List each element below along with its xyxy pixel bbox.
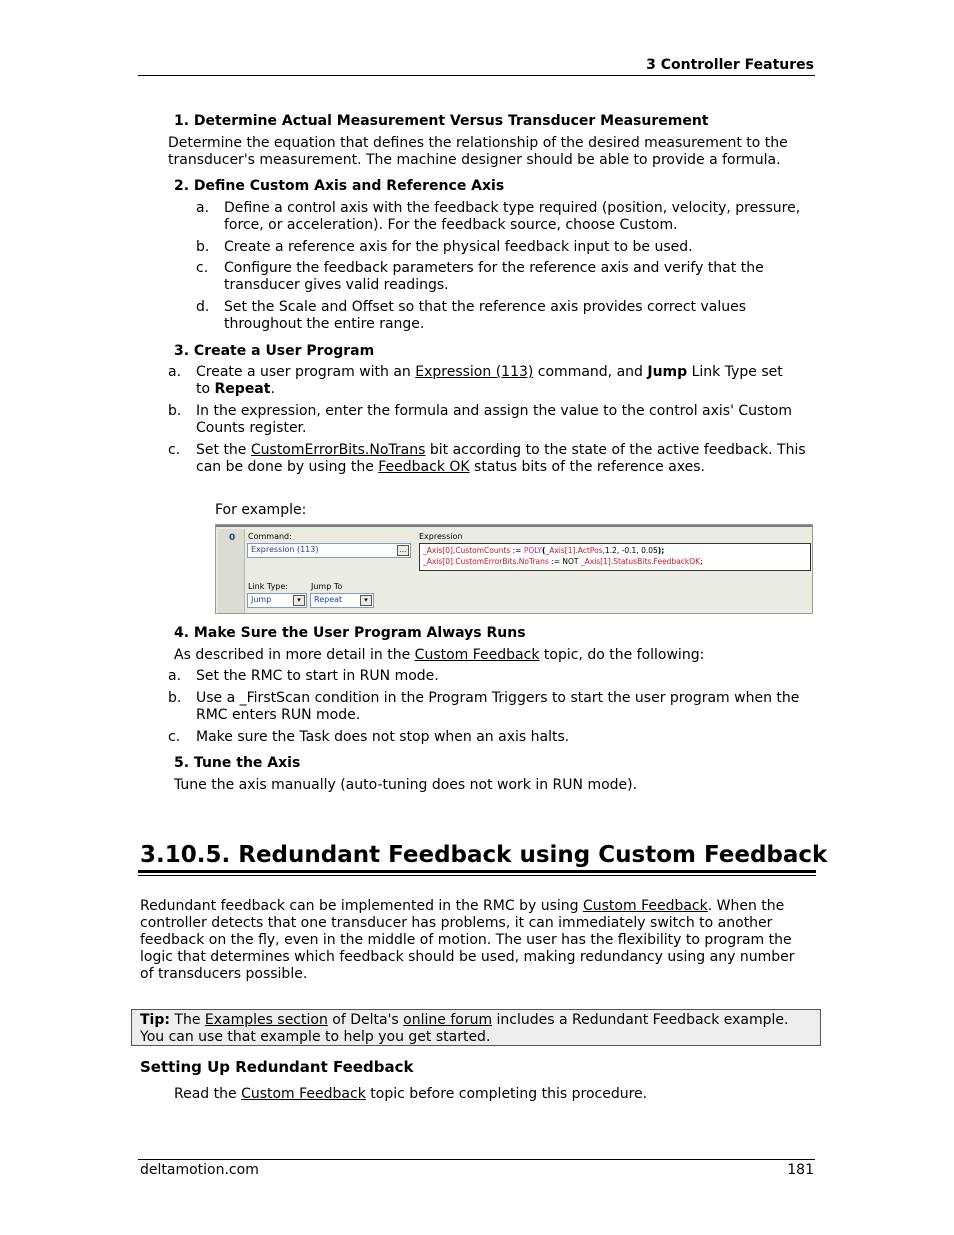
examples-section-link[interactable]: Examples section — [204, 1012, 328, 1028]
command-field[interactable] — [247, 543, 411, 558]
expr-token: ); — [657, 546, 665, 555]
bold-text: Repeat — [214, 381, 271, 397]
list-item-line: Set the Scale and Offset so that the reference axis provides correct values — [224, 299, 747, 315]
command-value: Expression (113) — [251, 545, 319, 554]
list-marker: a. — [196, 200, 210, 216]
expression-line-2 — [423, 556, 807, 567]
text-run: Create a user program with an — [196, 364, 416, 380]
text-run: The — [169, 1012, 205, 1028]
list-marker: a. — [168, 364, 182, 380]
text-run: topic before completing this procedure. — [365, 1086, 648, 1102]
custom-feedback-link[interactable]: Custom Feedback — [414, 647, 540, 663]
user-program-screenshot — [215, 524, 813, 614]
link-type-label: Link Type: — [248, 582, 288, 591]
list-item-line: Set the RMC to start in RUN mode. — [196, 668, 439, 684]
row-number: 0 — [229, 533, 236, 543]
example-label: For example: — [215, 502, 307, 518]
text-run: command, and — [533, 364, 648, 380]
step4-heading: 4. Make Sure the User Program Always Runs — [174, 625, 526, 641]
screenshot-top-border — [216, 525, 812, 527]
list-marker: c. — [168, 442, 181, 458]
list-item-line: Define a control axis with the feedback type required (position, velocity, pressure, — [224, 200, 801, 216]
list-item-line: Create a reference axis for the physical feedback input to be used. — [224, 239, 693, 255]
expr-token: _Axis[1].StatusBits.FeedbackOK — [580, 557, 701, 566]
text-run: Link Type set — [687, 364, 783, 380]
feedback-ok-link[interactable]: Feedback OK — [378, 459, 470, 475]
custom-feedback-link[interactable]: Custom Feedback — [582, 898, 708, 914]
link-type-value: Jump — [251, 595, 272, 604]
text-run: of Delta's — [327, 1012, 404, 1028]
text-run: Redundant feedback can be implemented in the RMC by using — [140, 898, 583, 914]
list-marker: b. — [196, 239, 210, 255]
expr-token: ( — [542, 546, 546, 555]
paragraph-line: controller detects that one transducer has problems, it can immediately switch to another — [140, 915, 773, 931]
list-item-line: force, or acceleration). For the feedback source, choose Custom. — [224, 217, 678, 233]
list-marker: b. — [168, 690, 182, 706]
section-heading: 3.10.5. Redundant Feedback using Custom Feedback — [140, 842, 828, 868]
list-marker: d. — [196, 299, 210, 315]
text-run: to — [196, 381, 215, 397]
expression-label: Expression — [419, 532, 463, 541]
custom-error-bits-link[interactable]: CustomErrorBits.NoTrans — [250, 442, 426, 458]
header-rule — [138, 75, 815, 76]
online-forum-link[interactable]: online forum — [403, 1012, 493, 1028]
step2-heading: 2. Define Custom Axis and Reference Axis — [174, 178, 505, 194]
text-run: . When the — [707, 898, 785, 914]
browse-button[interactable]: ... — [397, 545, 409, 556]
step4-intro — [174, 647, 704, 664]
chevron-down-icon[interactable]: ▾ — [293, 595, 305, 606]
expression-line-1 — [423, 545, 807, 556]
text-run: includes a Redundant Feedback example. — [492, 1012, 789, 1028]
list-item-line: In the expression, enter the formula and assign the value to the control axis' Custom — [196, 403, 793, 419]
step1-line1: Determine the equation that defines the relationship of the desired measurement to the — [168, 135, 788, 151]
expr-token: POLY — [523, 546, 543, 555]
jump-to-label: Jump To — [311, 582, 343, 591]
paragraph-line: feedback on the fly, even in the middle of motion. The user has the flexibility to program the — [140, 932, 792, 948]
list-item-line: transducer gives valid readings. — [224, 277, 449, 293]
list-item-line: Make sure the Task does not stop when an axis halts. — [196, 729, 570, 745]
jump-to-value: Repeat — [314, 595, 343, 604]
step1-text — [168, 135, 788, 169]
tip-box — [131, 1009, 821, 1046]
list-item-line: Counts register. — [196, 420, 307, 436]
list-marker: b. — [168, 403, 182, 419]
expr-token: ; — [700, 557, 703, 566]
list-marker: c. — [196, 260, 209, 276]
text-run: . — [270, 381, 275, 397]
tip-label: Tip: — [140, 1012, 170, 1028]
text-run: bit according to the state of the active feedback. This — [425, 442, 806, 458]
step1-heading: 1. Determine Actual Measurement Versus Transducer Measurement — [174, 113, 709, 129]
setup-text — [174, 1086, 647, 1103]
tip-line-2: You can use that example to help you get started. — [140, 1029, 491, 1045]
text-run: As described in more detail in the — [174, 647, 415, 663]
section-rule-thick — [138, 870, 816, 873]
step5-text: Tune the axis manually (auto-tuning does not work in RUN mode). — [174, 777, 638, 793]
paragraph-line: logic that determines which feedback should be used, making redundancy using any number — [140, 949, 795, 965]
text-run: can be done by using the — [196, 459, 379, 475]
step1-line2: transducer's measurement. The machine designer should be able to provide a formula. — [168, 152, 781, 168]
command-label: Command: — [248, 532, 292, 541]
list-item-line: RMC enters RUN mode. — [196, 707, 361, 723]
text-run: Read the — [174, 1086, 242, 1102]
page-number: 181 — [787, 1162, 814, 1178]
expr-token: := NOT — [548, 557, 581, 566]
section-paragraph — [140, 898, 820, 983]
text-run: Set the — [196, 442, 251, 458]
setup-heading: Setting Up Redundant Feedback — [140, 1058, 414, 1076]
chevron-down-icon[interactable]: ▾ — [360, 595, 372, 606]
expression-field[interactable] — [419, 543, 811, 571]
list-marker: a. — [168, 668, 182, 684]
expr-token: _Axis[1].ActPos — [545, 546, 603, 555]
expr-token: ,1.2, -0.1, 0.05 — [602, 546, 658, 555]
step5-heading: 5. Tune the Axis — [174, 755, 301, 771]
custom-feedback-link[interactable]: Custom Feedback — [241, 1086, 366, 1102]
expression-link[interactable]: Expression (113) — [415, 364, 534, 380]
list-item-line: Use a _FirstScan condition in the Program Triggers to start the user program when the — [196, 690, 800, 706]
row-number-cell — [218, 529, 245, 613]
text-run: topic, do the following: — [539, 647, 705, 663]
list-item-line: Configure the feedback parameters for the reference axis and verify that the — [224, 260, 764, 276]
list-marker: c. — [168, 729, 181, 745]
footer-rule — [138, 1159, 815, 1160]
expr-token: _Axis[0].CustomErrorBits.NoTrans — [423, 557, 549, 566]
expr-token: _Axis[0].CustomCounts — [423, 546, 511, 555]
running-header-title: 3 Controller Features — [646, 57, 814, 73]
text-run: status bits of the reference axes. — [469, 459, 705, 475]
section-rule-thin — [138, 875, 816, 876]
bold-text: Jump — [647, 364, 688, 380]
list-item-line: throughout the entire range. — [224, 316, 425, 332]
expr-token: := — [510, 546, 524, 555]
step3-heading: 3. Create a User Program — [174, 343, 375, 359]
paragraph-line: of transducers possible. — [140, 966, 308, 982]
footer-site: deltamotion.com — [140, 1162, 259, 1178]
